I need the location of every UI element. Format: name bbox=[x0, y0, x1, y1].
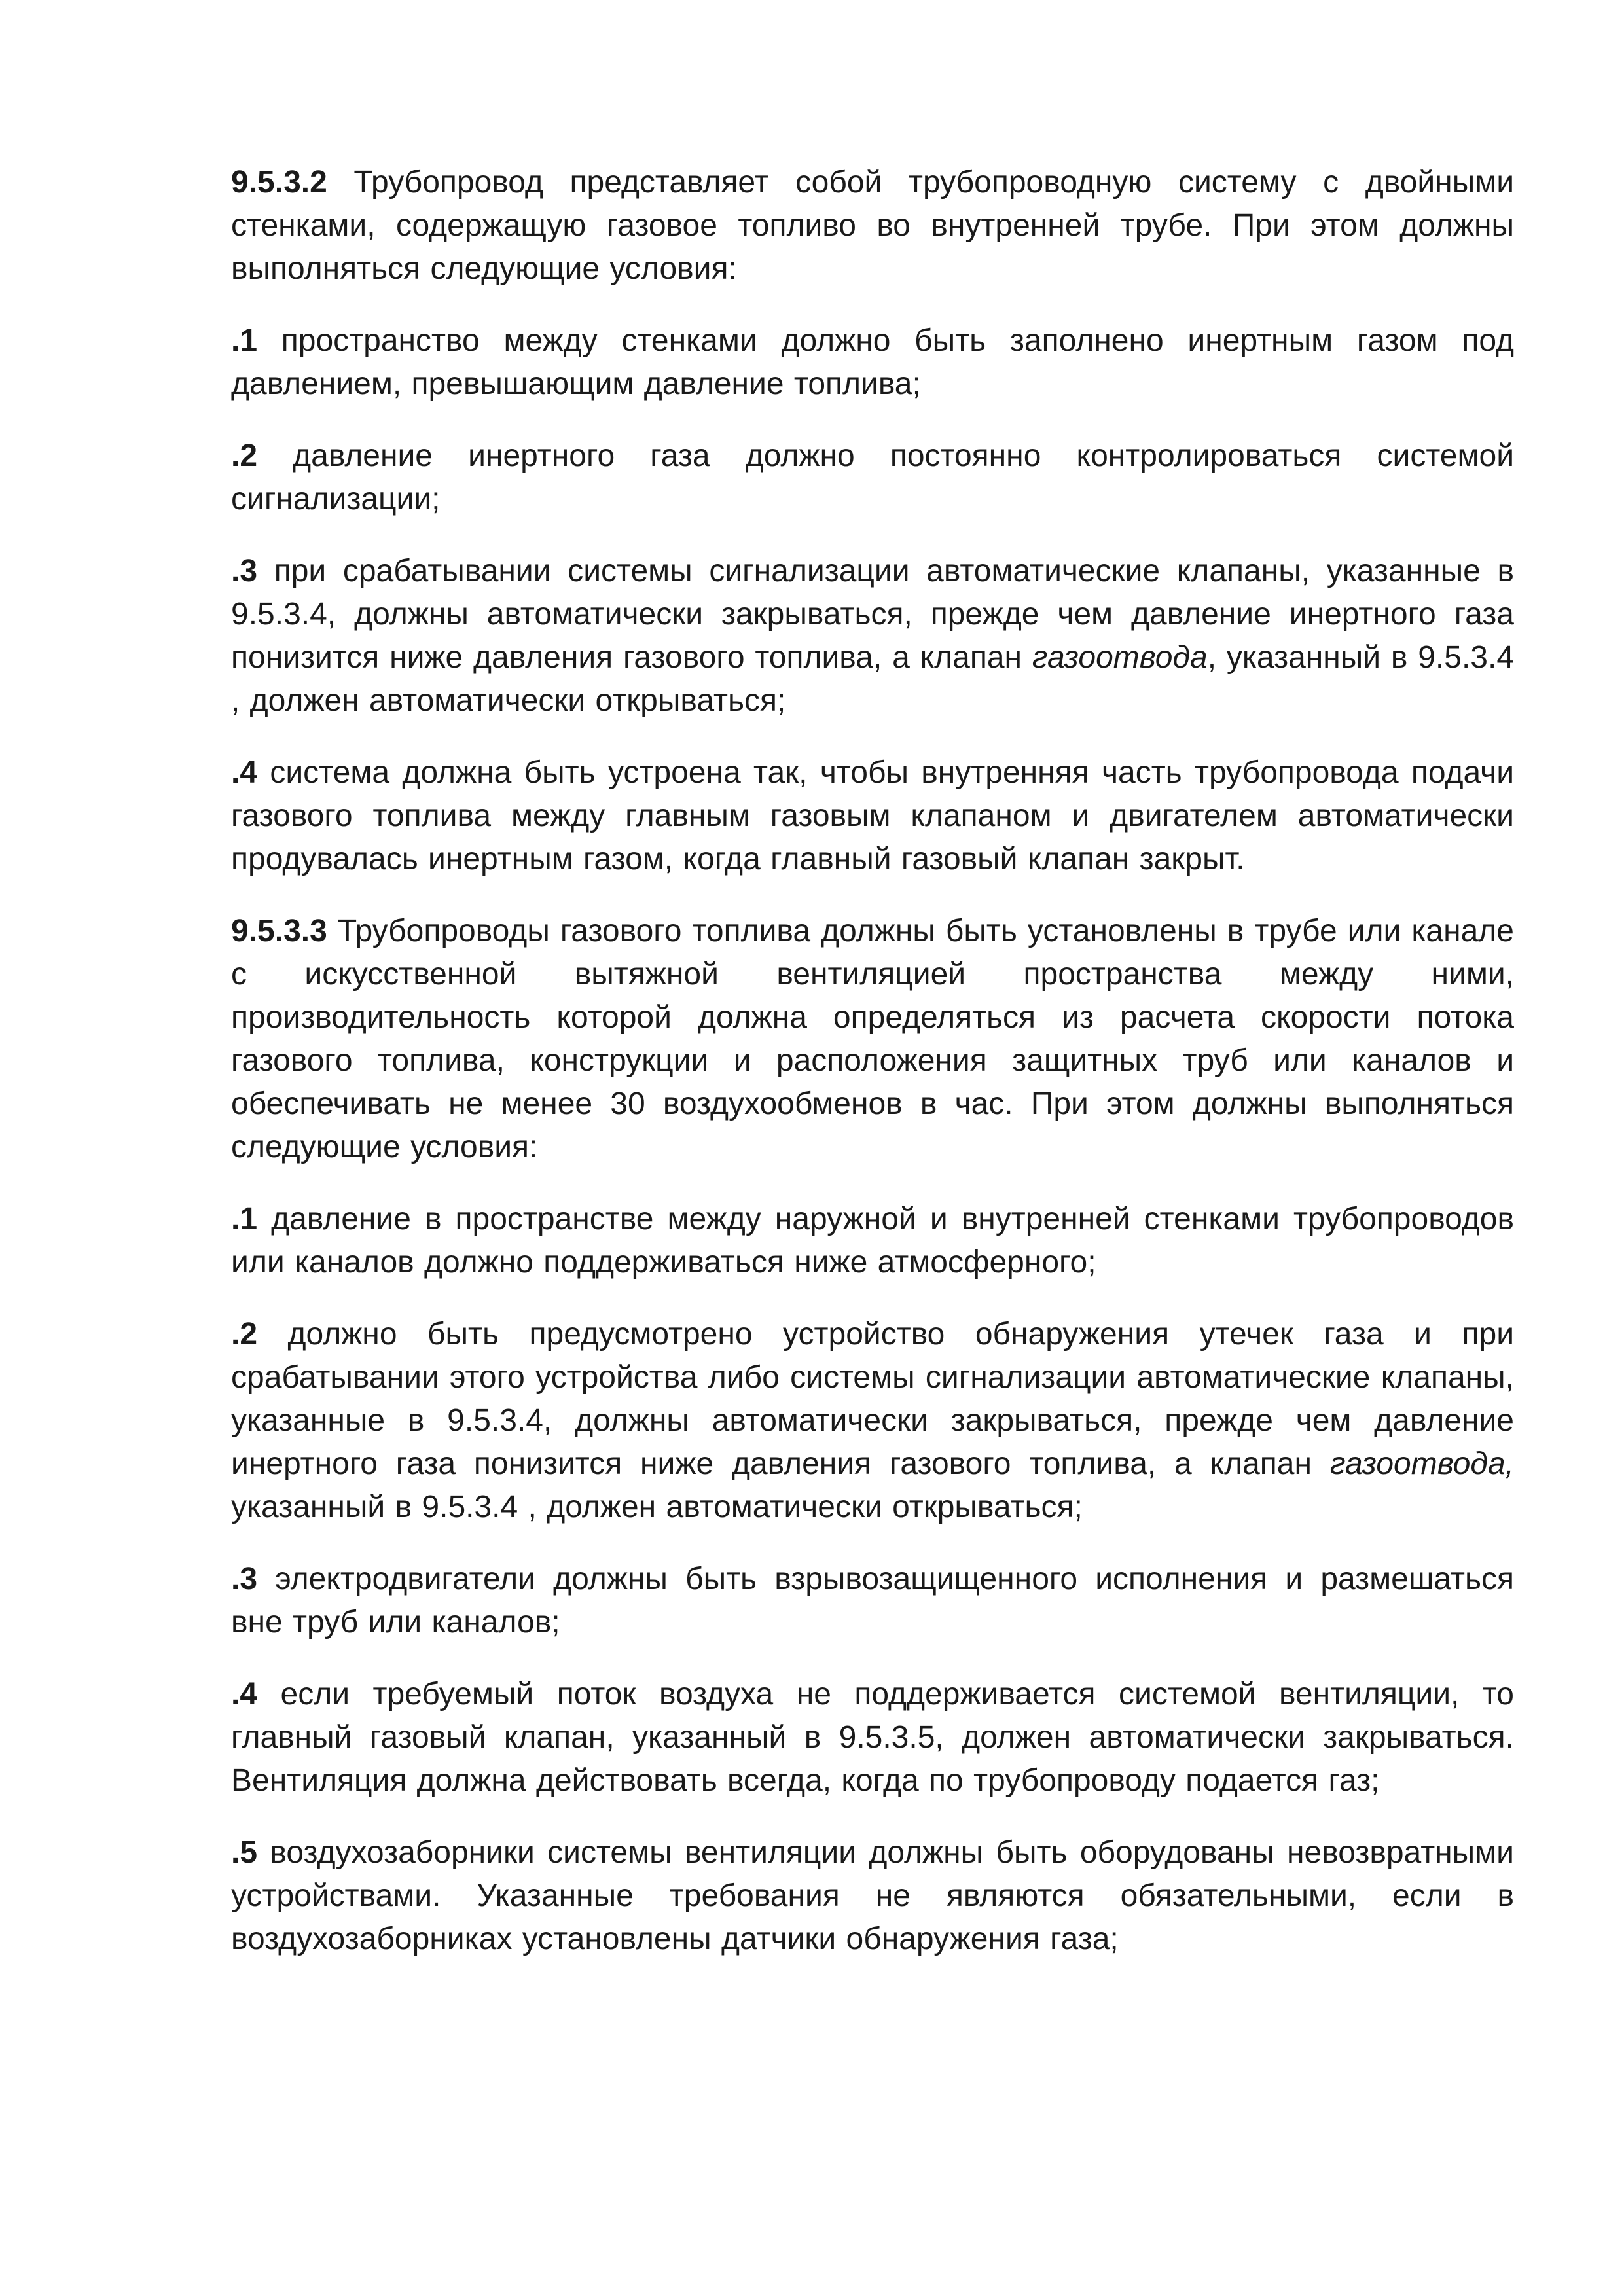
paragraph-9-5-3-2-item-2 bbox=[231, 435, 1514, 521]
paragraph-9-5-3-2-item-4 bbox=[231, 751, 1514, 881]
item-text: пространство между стенками должно быть заполнено инертным газом под давлением, превышающим давление топлива; bbox=[231, 323, 1514, 401]
item-text-after: указанный в 9.5.3.4 , должен автоматически открываться; bbox=[231, 1490, 1083, 1524]
item-text: если требуемый поток воздуха не поддерживается системой вентиляции, то главный газовый клапан, указанный в 9.5.3.5, должен автоматически закрываться. Вентиляция должна действовать всегда, когда по трубопроводу подается газ; bbox=[231, 1677, 1514, 1798]
item-text: давление в пространстве между наружной и внутренней стенками трубопроводов или каналов должно поддерживаться ниже атмосферного; bbox=[231, 1202, 1514, 1280]
paragraph-9-5-3-3-item-4 bbox=[231, 1673, 1514, 1803]
item-number: .4 bbox=[231, 1677, 258, 1712]
item-number: .2 bbox=[231, 1317, 258, 1352]
item-text-italic: газоотвода bbox=[1032, 640, 1208, 675]
item-number: .1 bbox=[231, 1202, 258, 1236]
item-number: .3 bbox=[231, 554, 258, 588]
item-text: система должна быть устроена так, чтобы внутренняя часть трубопровода подачи газового топлива между главным газовым клапаном и двигателем автоматически продувалась инертным газом, когда главный газовый клапан закрыт. bbox=[231, 755, 1514, 876]
clause-text: Трубопроводы газового топлива должны быть установлены в трубе или канале с искусственной вытяжной вентиляцией пространства между ними, производительность которой должна определяться из расчета скорости потока газового топлива, конструкции и расположения защитных труб или каналов и обеспечивать не менее 30 воздухообменов в час. При этом должны выполняться следующие условия: bbox=[231, 914, 1514, 1164]
item-number: .2 bbox=[231, 439, 258, 473]
clause-text: Трубопровод представляет собой трубопроводную систему с двойными стенками, содержащую газовое топливо во внутренней трубе. При этом должны выполняться следующие условия: bbox=[231, 165, 1514, 286]
clause-number: 9.5.3.2 bbox=[231, 165, 327, 200]
item-text-before: должно быть предусмотрено устройство обнаружения утечек газа и при срабатывании этого устройства либо системы сигнализации автоматические клапаны, указанные в 9.5.3.4, должны автоматически закрываться, прежде чем давление инертного газа понизится ниже давления газового топлива, а клапан bbox=[231, 1317, 1514, 1481]
item-text: электродвигатели должны быть взрывозащищенного исполнения и размешаться вне труб или каналов; bbox=[231, 1562, 1514, 1640]
paragraph-9-5-3-2-item-3 bbox=[231, 550, 1514, 723]
document-page bbox=[231, 161, 1514, 1990]
item-text: давление инертного газа должно постоянно контролироваться системой сигнализации; bbox=[231, 439, 1514, 516]
paragraph-9-5-3-3-item-2 bbox=[231, 1313, 1514, 1529]
item-number: .5 bbox=[231, 1835, 258, 1870]
item-number: .3 bbox=[231, 1562, 258, 1596]
item-number: .1 bbox=[231, 323, 258, 358]
item-text-italic: газоотвода, bbox=[1329, 1446, 1514, 1481]
clause-number: 9.5.3.3 bbox=[231, 914, 327, 948]
paragraph-9-5-3-3-item-3 bbox=[231, 1558, 1514, 1644]
item-number: .4 bbox=[231, 755, 258, 790]
item-text-before: при срабатывании системы сигнализации автоматические клапаны, указанные в 9.5.3.4, должны автоматически закрываться, прежде чем давление инертного газа понизится ниже давления газового топлива, а клапан bbox=[231, 554, 1514, 675]
paragraph-9-5-3-3-item-5 bbox=[231, 1831, 1514, 1961]
paragraph-9-5-3-2-item-1 bbox=[231, 319, 1514, 406]
paragraph-9-5-3-2 bbox=[231, 161, 1514, 291]
item-text: воздухозаборники системы вентиляции должны быть оборудованы невозвратными устройствами. Указанные требования не являются обязательными, если в воздухозаборниках установлены датчики обнаружения газа; bbox=[231, 1835, 1514, 1956]
item-text-after: , указанный в 9.5.3.4 , должен автоматически открываться; bbox=[231, 640, 1515, 718]
paragraph-9-5-3-3 bbox=[231, 910, 1514, 1169]
paragraph-9-5-3-3-item-1 bbox=[231, 1198, 1514, 1284]
